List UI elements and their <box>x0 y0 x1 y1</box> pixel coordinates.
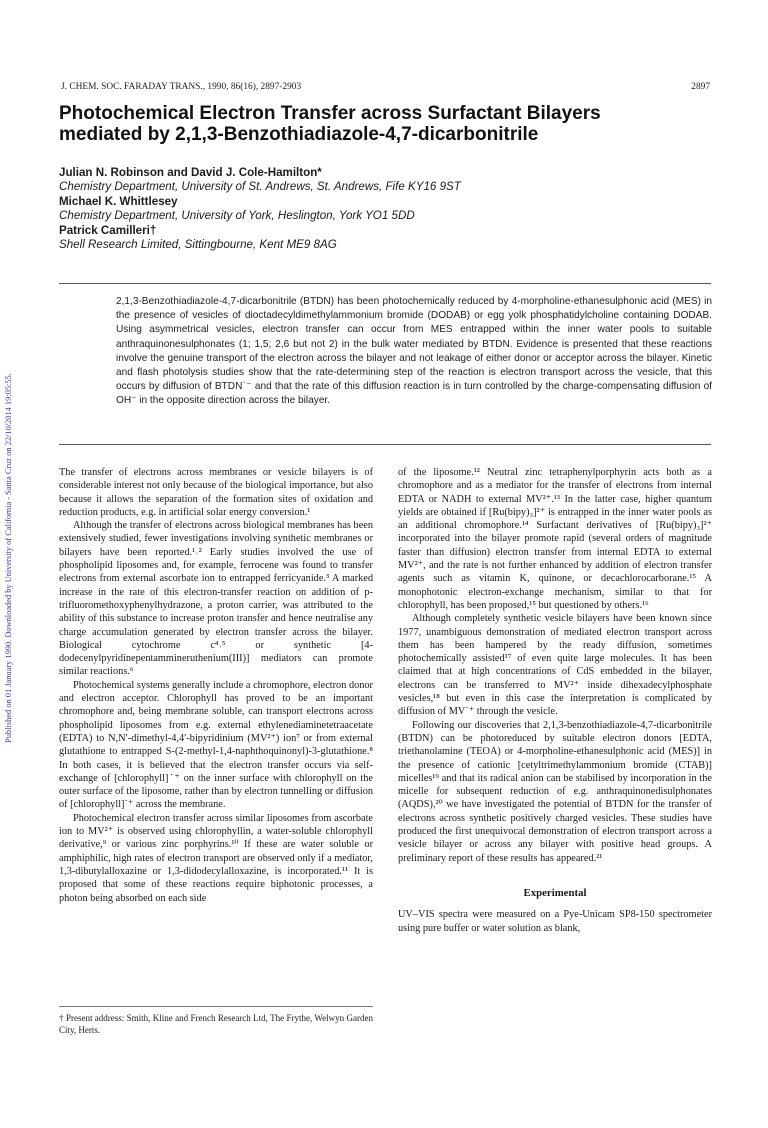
author-name: Julian N. Robinson and David J. Cole-Hamilton* <box>59 166 322 179</box>
running-head <box>61 82 710 94</box>
abstract: 2,1,3-Benzothiadiazole-4,7-dicarbonitrile (BTDN) has been photochemically reduced by 4-morpholine-ethanesulphonic acid (MES) in the presence of vesicles of dioctadecyldimethylammonium bromide (DODAB) or egg yolk phosphatidylcholine containing DODAB. Using asymmetrical vesicles, electron transfer can occur from MES entrapped within the inner water pools to suitable anthraquinonesulphonates (1; 1,5; 2,6 but not 2) in the bulk water mediated by BTDN. Evidence is presented that these reactions involve the genuine transport of the electron across the bilayer and not leakage of either donor or acceptor across the bilayer. Kinetic and flash photolysis studies show that the rate-determining step of the reaction is electron transport across the vesicle, that this occurs by diffusion of BTDN˙⁻ and that the rate of this diffusion reaction is in turn controlled by the charge-compensating diffusion of OH⁻ in the opposite direction across the bilayer. <box>116 296 712 407</box>
footnote: † Present address: Smith, Kline and French Research Ltd, The Frythe, Welwyn Garden City, Herts. <box>59 1013 373 1035</box>
author-affiliation: Shell Research Limited, Sittingbourne, Kent ME9 8AG <box>59 238 337 252</box>
author-name: Michael K. Whittlesey <box>59 194 178 208</box>
body-paragraph: Although completely synthetic vesicle bilayers have been known since 1977, unambiguous demonstration of mediated electron transport across them has been hampered by the ready diffusion, sometimes photochemically assisted¹⁷ of even quite large molecules. It has been claimed that at high concentrations of CdS embedded in the bilayer, electrons can be transferred to MV²⁺ inside dihexadecylphosphate vesicles,¹⁸ but even in this case the interpretation is complicated by diffusion of MV˙⁺ through the vesicle. <box>398 613 712 718</box>
section-heading-experimental: Experimental <box>523 886 587 899</box>
abstract-top-rule <box>59 283 711 284</box>
journal-citation: J. CHEM. SOC. FARADAY TRANS., 1990, 86(16), 2897-2903 <box>61 82 302 92</box>
body-paragraph: Although the transfer of electrons across biological membranes has been extensively studied, fewer investigations involving synthetic membranes or bilayers have been reported.¹˒² Early studies involved the use of phospholipid liposomes and, for example, ferrocene was found to transfer electrons from external ascorbate ion to entrapped ferricyanide.³ A marked increase in the rate of this electron-transfer reaction on addition of p-trifluoromethoxyphenylhydrazone, a proton carrier, was attributed to the ability of this substance to increase proton transfer and hence neutralise any charge accumulation generated by electron transfer across the bilayer. Biological cytochrome c⁴˒⁵ or synthetic [4-dodecenylpyridinepentammineruthenium(III)] mediators can promote similar reactions.⁶ <box>59 520 373 678</box>
abstract-bottom-rule <box>59 444 711 445</box>
download-watermark: Published on 01 January 1990. Downloaded by University of California - Santa Cruz on 22/10/2014 19:05:55. <box>4 373 13 743</box>
author-name: Patrick Camilleri† <box>59 223 157 237</box>
body-paragraph: of the liposome.¹² Neutral zinc tetraphenylporphyrin acts both as a chromophore and as a mediator for the transfer of electrons from internal EDTA or NADH to external MV²⁺.¹³ In the latter case, higher quantum yields are obtained if [Ru(bipy)₃]²⁺ is entrapped in the inner water pools as an additional chromophore.¹⁴ Surfactant derivatives of [Ru(bipy)₃]²⁺ incorporated into the bilayer promote rapid (several orders of magnitude faster than diffusion) electron transfer from internal EDTA to external MV²⁺, and the rate is not further enhanced by addition of electron transfer agents such as vitamin K, quinone, or decachlorocarborane.¹⁵ A monophotonic electron-exchange mechanism, similar to that for chlorophyll, has been proposed,¹⁵ but questioned by others.¹⁶ <box>398 467 712 611</box>
body-paragraph: Photochemical systems generally include a chromophore, electron donor and electron acceptor. Chlorophyll has proved to be an important chromophore and, being membrane soluble, can transport electrons across phospholipid liposomes from e.g. external ethylenediaminetetraacetate (EDTA) to N,N′-dimethyl-4,4′-bipyridinium (MV²⁺) ion⁷ or from external glutathione to entrapped S-(2-methyl-1,4-naphthoquinonyl)-3-glutathione.⁸ In both cases, it is believed that the electron transfer occurs via self-exchange of [chlorophyll]˙⁺ on the inner surface with chlorophyll on the outer surface of the liposome, rather than by electron tunnelling or diffusion of [chlorophyll]˙⁺ across the membrane. <box>59 679 373 811</box>
author-affiliation: Chemistry Department, University of St. Andrews, St. Andrews, Fife KY16 9ST <box>59 180 461 194</box>
footnote-rule <box>59 1006 373 1007</box>
author-affiliation: Chemistry Department, University of York, Heslington, York YO1 5DD <box>59 209 415 223</box>
right-column <box>398 466 712 935</box>
body-paragraph: Following our discoveries that 2,1,3-benzothiadiazole-4,7-dicarbonitrile (BTDN) can be photoreduced by suitable electron donors [EDTA, triethanolamine (TEOA) or 4-morpholine-ethanesulphonic acid (MES)] in the presence of cationic [cetyltrimethylammonium bromide (CTAB)] micelles¹⁹ and that its radical anion can be stabilised by incorporation in the micelle for subsequent reduction of e.g. anthraquinonedisulphonates (AQDS),²⁰ we have investigated the potential of BTDN for the transfer of electrons across synthetic positively charged vesicles. These studies have produced the first unequivocal demonstration of electron transport across a vesicle bilayer or across any bilayer with positive head groups. A preliminary report of these results has appeared.²¹ <box>398 719 712 864</box>
left-column <box>59 466 373 905</box>
article-title: Photochemical Electron Transfer across Surfactant Bilayers mediated by 2,1,3-Benzothiadiazole-4,7-dicarbonitrile <box>59 103 601 145</box>
page-number: 2897 <box>691 82 710 92</box>
author-block <box>59 166 679 252</box>
body-paragraph: The transfer of electrons across membranes or vesicle bilayers is of considerable interest not only because of the biological importance, but also because it allows the separation of the formation sites of oxidation and reduction products, e.g. in artificial solar energy conversion.¹ <box>59 467 373 518</box>
body-paragraph: Photochemical electron transfer across similar liposomes from ascorbate ion to MV²⁺ is observed using chlorophyllin, a water-soluble chlorophyll derivative,⁹ or various zinc porphyrins.¹⁰ If these are water soluble or amphiphilic, high rates of electron transport are observed only if a mediator, 1,3-dibutylalloxazine or 1,3-didodecylalloxazine, is incorporated.¹¹ It is proposed that some of these reactions require biphotonic processes, a photon being absorbed on each side <box>59 812 373 904</box>
body-paragraph: UV–VIS spectra were measured on a Pye-Unicam SP8-150 spectrometer using pure buffer or water solution as blank, <box>398 909 712 934</box>
